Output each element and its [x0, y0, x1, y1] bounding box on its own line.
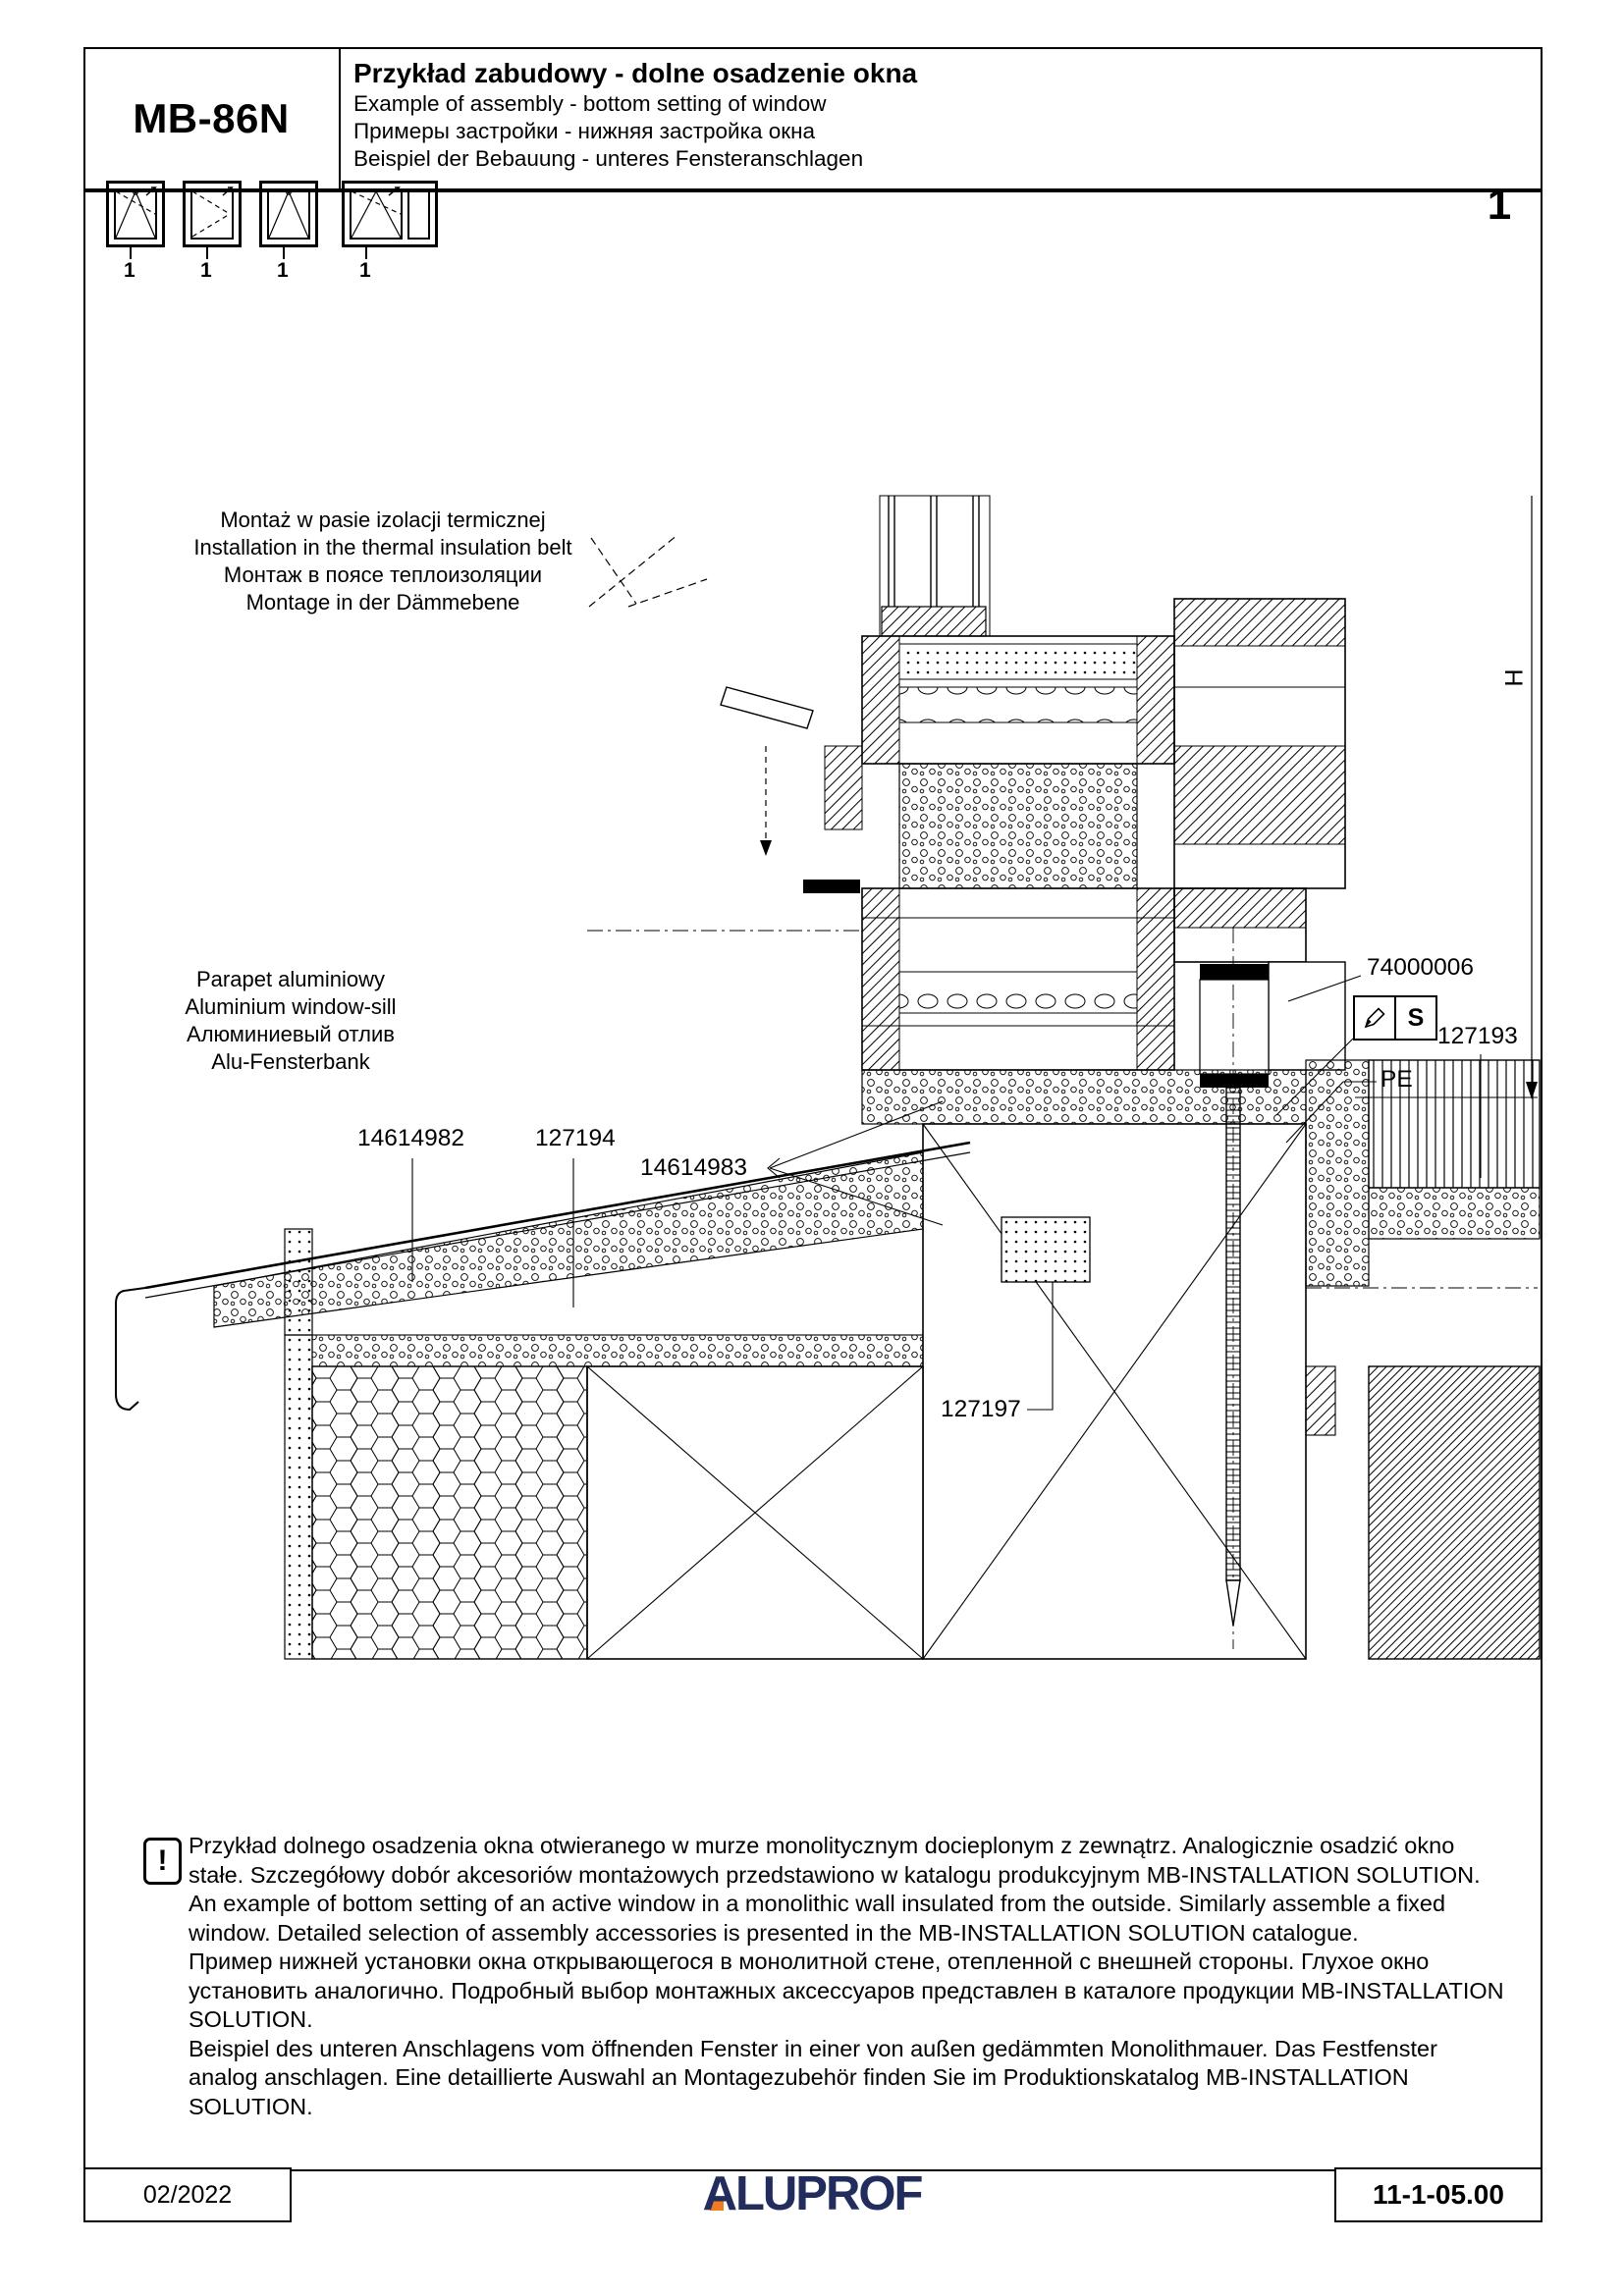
- edge-strip: [285, 1335, 312, 1659]
- part-label-support-block: 127197: [941, 1396, 1021, 1422]
- part-label-render: 127193: [1437, 1023, 1518, 1049]
- sill-label-ru: Алюминиевый отлив: [187, 1022, 395, 1046]
- footer-date-box: 02/2022: [83, 2167, 292, 2222]
- insulation-board: [312, 1366, 587, 1659]
- logo-text: ALUPROF: [702, 2167, 922, 2220]
- figure-number: 1: [1487, 181, 1512, 229]
- icon-number: 1: [200, 259, 212, 282]
- sill-label-en: Aluminium window-sill: [185, 994, 397, 1019]
- title-ru: Примеры застройки - нижняя застройка окна: [353, 119, 816, 143]
- header-divider: [339, 47, 341, 190]
- title-en: Example of assembly - bottom setting of window: [353, 91, 827, 116]
- window-section-drawing: [83, 192, 1541, 1724]
- part-label-sill-end-cap: 14614982: [357, 1125, 465, 1151]
- assembly-note-ru: Пример нижней установки окна открывающегося в монолитной стене, отепленной с внешней стороны. Глухое окно установить аналогично. Подробный выбор монтажных аксессуаров представлен в каталоге продукции MB-INSTALLATION SOLUTION.: [189, 1949, 1504, 2032]
- installation-note-ru: Монтаж в поясе теплоизоляции: [223, 562, 543, 587]
- assembly-note-en: An example of bottom setting of an active window in a monolithic wall insulated from the outside. Similarly assemble a fixed window. Detailed selection of assembly accessories is presented in the MB-INSTALLATION SOLUTION catalogue.: [189, 1891, 1446, 1946]
- icon-number: 1: [277, 259, 289, 282]
- header-titles: [353, 57, 1522, 173]
- assembly-note: [189, 1832, 1508, 2121]
- icon-number: 1: [359, 259, 371, 282]
- marker-s-label: S: [1394, 997, 1435, 1039]
- pen-icon: [1355, 997, 1394, 1039]
- exterior-layers: [1306, 1060, 1540, 1659]
- doc-number-box: 11-1-05.00: [1334, 2167, 1543, 2222]
- dashed-opening-marks: [589, 535, 707, 607]
- sash-profile: [825, 636, 1174, 888]
- support-block: [1001, 1217, 1090, 1282]
- product-code: MB-86N: [133, 95, 290, 141]
- icon-number: 1: [124, 259, 135, 282]
- title-pl: Przykład zabudowy - dolne osadzenie okna: [353, 58, 918, 88]
- part-label-tape: 74000006: [1367, 954, 1475, 981]
- warning-icon: !: [143, 1838, 182, 1885]
- glazing-unit: [880, 496, 990, 636]
- adhesive-layer: [312, 1335, 923, 1366]
- assembly-note-de: Beispiel des unteren Anschlagens vom öffnenden Fenster in einer von außen gedämmten Monolithmauer. Das Festfenster analog anschlagen. Eine detaillierte Auswahl an Montagezubehör finden Sie im Produktionskatalog MB-INSTALLATION SOLUTION.: [189, 2035, 1437, 2119]
- sill-console: [285, 1229, 312, 1335]
- title-de: Beispiel der Bebauung - unteres Fensteranschlagen: [353, 146, 864, 171]
- marker-s-box: [1353, 995, 1437, 1041]
- installation-note-pl: Montaż w pasie izolacji termicznej: [220, 507, 546, 532]
- part-label-sill-profile: 14614983: [640, 1154, 748, 1181]
- sill-label-pl: Parapet aluminiowy: [196, 967, 385, 991]
- part-label-pe: PE: [1380, 1066, 1413, 1093]
- installation-note-de: Montage in der Dämmebene: [245, 590, 520, 614]
- drainage-detail: [721, 687, 813, 856]
- dimension-h-label: H: [1500, 668, 1529, 687]
- sealing-tapes: [1200, 964, 1269, 1088]
- assembly-note-pl: Przykład dolnego osadzenia okna otwieranego w murze monolitycznym docieplonym z zewnątrz. Analogicznie osadzić okno stałe. Szczegółowy dobór akcesoriów montażowych przedstawiono w katalogu produkcyjnym MB-INSTALLATION SOLUTION.: [189, 1833, 1481, 1888]
- installation-note-en: Installation in the thermal insulation belt: [193, 535, 572, 560]
- sill-foam-wedge: [214, 1152, 923, 1327]
- part-label-sill-foam: 127194: [535, 1125, 616, 1151]
- sill-label-de: Alu-Fensterbank: [211, 1049, 370, 1074]
